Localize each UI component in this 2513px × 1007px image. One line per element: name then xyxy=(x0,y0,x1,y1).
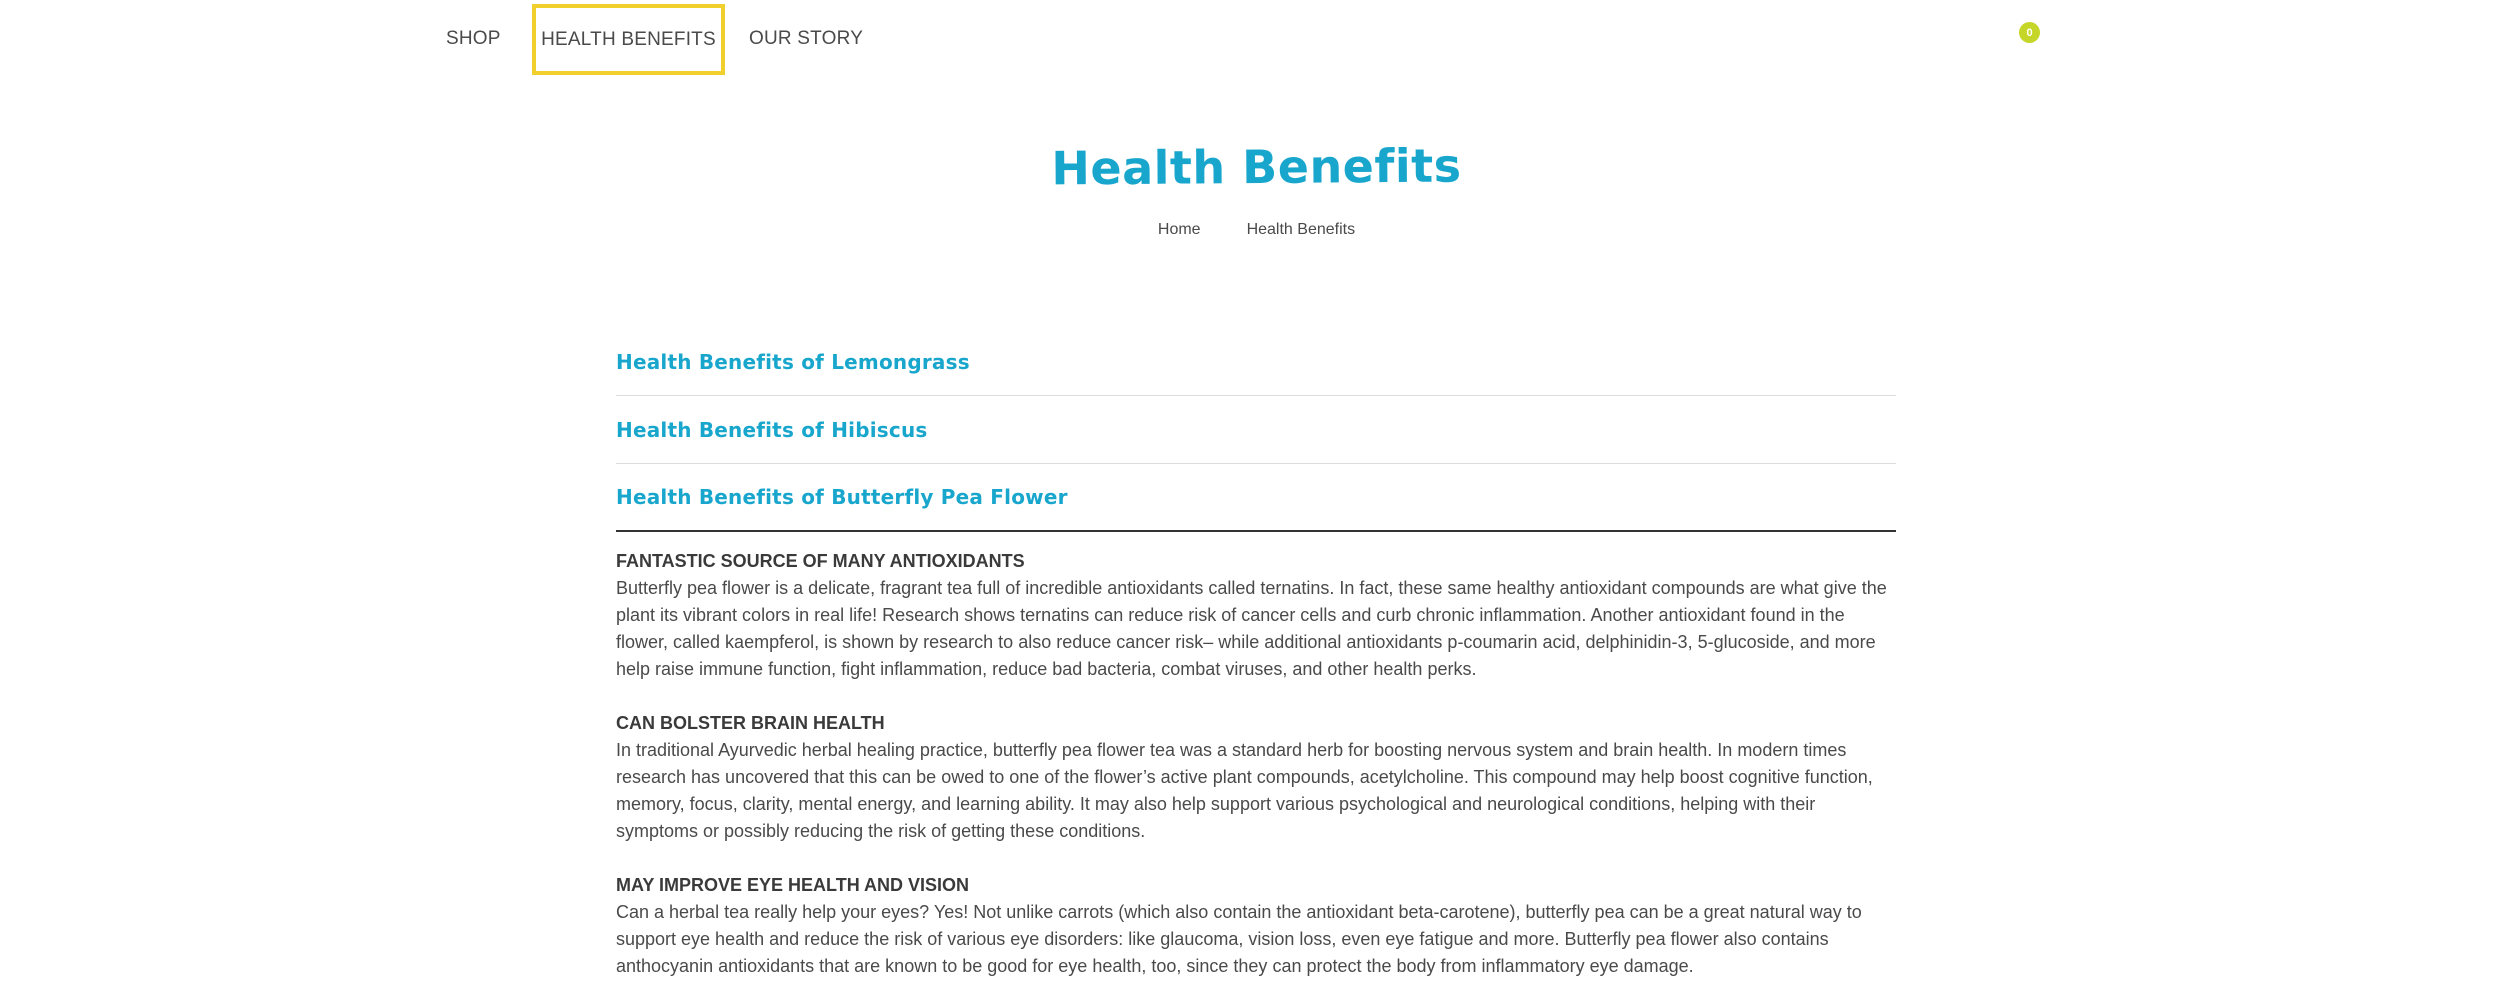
breadcrumb-current: Health Benefits xyxy=(1246,221,1356,238)
accordion-title: Health Benefits of Butterfly Pea Flower xyxy=(616,485,1068,509)
breadcrumb-home-link[interactable]: Home xyxy=(1157,221,1201,238)
accordion-item-hibiscus[interactable] xyxy=(616,396,1896,464)
breadcrumb xyxy=(0,221,2513,239)
accordion-panel-butterfly-pea xyxy=(616,532,1896,980)
benefits-accordion xyxy=(616,328,1896,1007)
top-nav xyxy=(0,0,2513,80)
page-title: Health Benefits xyxy=(1051,138,1462,196)
cart-count-badge: 0 xyxy=(2019,22,2040,43)
nav-our-story-link[interactable]: OUR STORY xyxy=(749,28,864,49)
nav-health-benefits-link[interactable] xyxy=(532,4,725,75)
section-text: Can a herbal tea really help your eyes? Yes! Not unlike carrots (which also contain the antioxidant beta-carotene), butterfly pea can be a great natural way to support eye health and reduce the risk of various eye disorders: like glaucoma, vision loss, even eye fatigue and more. Butterfly pea flower also contains anthocyanin antioxidants that are known to be good for eye health, too, since they can protect the body from inflammatory eye damage. xyxy=(616,902,1862,976)
section-text: In traditional Ayurvedic herbal healing practice, butterfly pea flower tea was a standard herb for boosting nervous system and brain health. In modern times research has uncovered that this can be owed to one of the flower’s active plant compounds, acetylcholine. This compound may help boost cognitive function, memory, focus, clarity, mental energy, and learning ability. It may also help support various psychological and neurological conditions, helping with their symptoms or possibly reducing the risk of getting these conditions. xyxy=(616,740,1873,841)
section-heading: CAN BOLSTER BRAIN HEALTH xyxy=(616,713,885,733)
section-text: Butterfly pea flower is a delicate, fragrant tea full of incredible antioxidants called ternatins. In fact, these same healthy antioxidant compounds are what give the plant its vibrant colors in real life! Research shows ternatins can reduce risk of cancer cells and curb chronic inflammation. Another antioxidant found in the flower, called kaempferol, is shown by research to also reduce cancer risk– while additional antioxidants p-coumarin acid, delphinidin-3, 5-glucoside, and more help raise immune function, fight inflammation, reduce bad bacteria, combat viruses, and other health perks. xyxy=(616,578,1887,679)
cart-button[interactable] xyxy=(2005,20,2045,50)
accordion-title: Health Benefits of Hibiscus xyxy=(616,417,928,442)
nav-health-benefits-label: HEALTH BENEFITS xyxy=(541,28,716,50)
accordion-item-butterfly-pea[interactable] xyxy=(616,464,1896,532)
accordion-item-lemongrass[interactable] xyxy=(616,328,1896,396)
section-heading: FANTASTIC SOURCE OF MANY ANTIOXIDANTS xyxy=(616,551,1025,571)
nav-shop-link[interactable]: SHOP xyxy=(446,28,501,49)
accordion-title: Health Benefits of Lemongrass xyxy=(616,349,970,374)
section-heading: MAY IMPROVE EYE HEALTH AND VISION xyxy=(616,875,970,895)
